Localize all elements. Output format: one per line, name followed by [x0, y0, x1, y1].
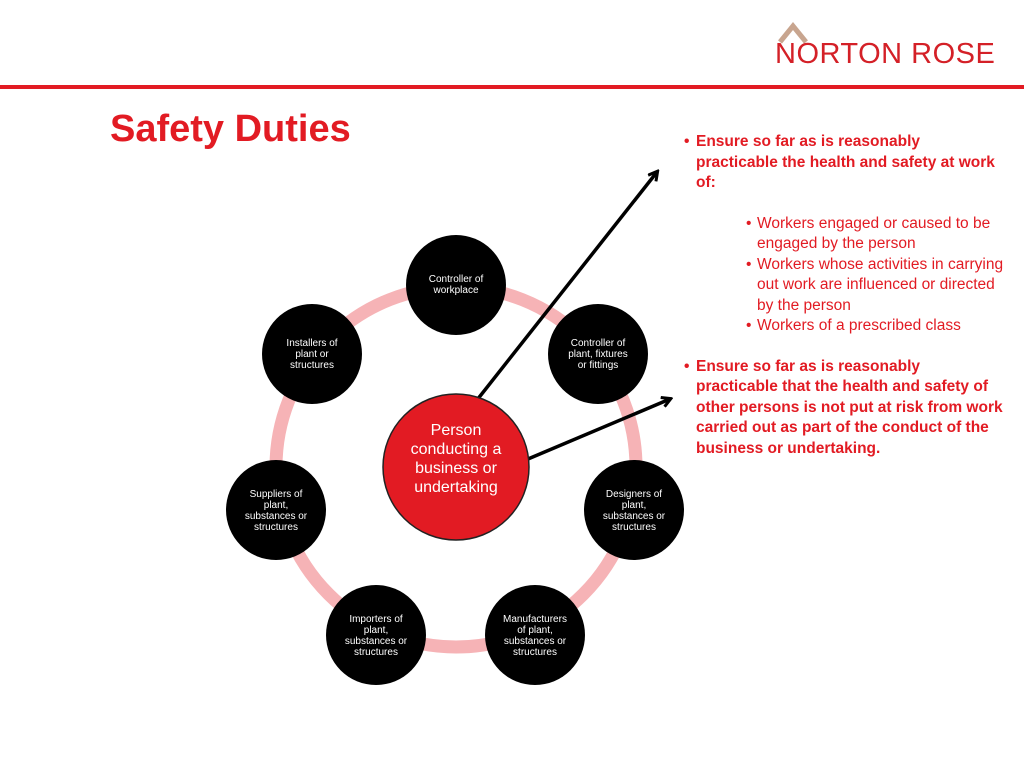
- duty-text: Ensure so far as is reasonably practicable the health and safety at work of:: [696, 133, 995, 191]
- logo-text: NORTON ROSE: [775, 38, 996, 70]
- node-label-installers: Installers of plant or structures: [286, 338, 338, 371]
- node-label-designers: Designers of plant, substances or structures: [602, 489, 666, 533]
- sub-item-text: Workers of a prescribed class: [757, 317, 961, 334]
- arrow-to-duty-2: [528, 399, 670, 459]
- bullet-icon: •: [746, 255, 752, 273]
- sub-item-text: Workers engaged or caused to be engaged by the person: [757, 214, 991, 252]
- bullet-icon: •: [684, 133, 690, 150]
- bullet-icon: •: [684, 357, 690, 375]
- duty-sublist: [746, 214, 1004, 337]
- sub-item: [746, 214, 1004, 255]
- sub-item-text: Workers whose activities in carrying out work are influenced or directed by the person: [757, 255, 1004, 314]
- bullet-icon: •: [746, 317, 752, 334]
- node-label-controller-of-plant: Controller of plant, fixtures or fittings: [568, 338, 628, 371]
- sub-item: [746, 316, 1004, 337]
- duty-text: Ensure so far as is reasonably practicable that the health and safety of other persons is not put at risk from work carried out as part of the conduct of the business or undertaking.: [696, 357, 1003, 457]
- duty-item: [684, 357, 1004, 460]
- duties-list: [684, 132, 1004, 459]
- duty-item: [684, 132, 1004, 337]
- sub-item: [746, 255, 1004, 317]
- node-label-manufacturers: Manufacturers of plant, substances or structures: [503, 614, 567, 658]
- bullet-icon: •: [746, 214, 752, 232]
- center-label: Person conducting a business or undertaking: [410, 422, 502, 496]
- node-label-importers: Importers of plant, substances or structures: [344, 614, 408, 658]
- page-title: Safety Duties: [110, 108, 351, 150]
- node-label-suppliers: Suppliers of plant, substances or structures: [244, 489, 308, 533]
- node-label-controller-of-workplace: Controller of workplace: [428, 274, 484, 296]
